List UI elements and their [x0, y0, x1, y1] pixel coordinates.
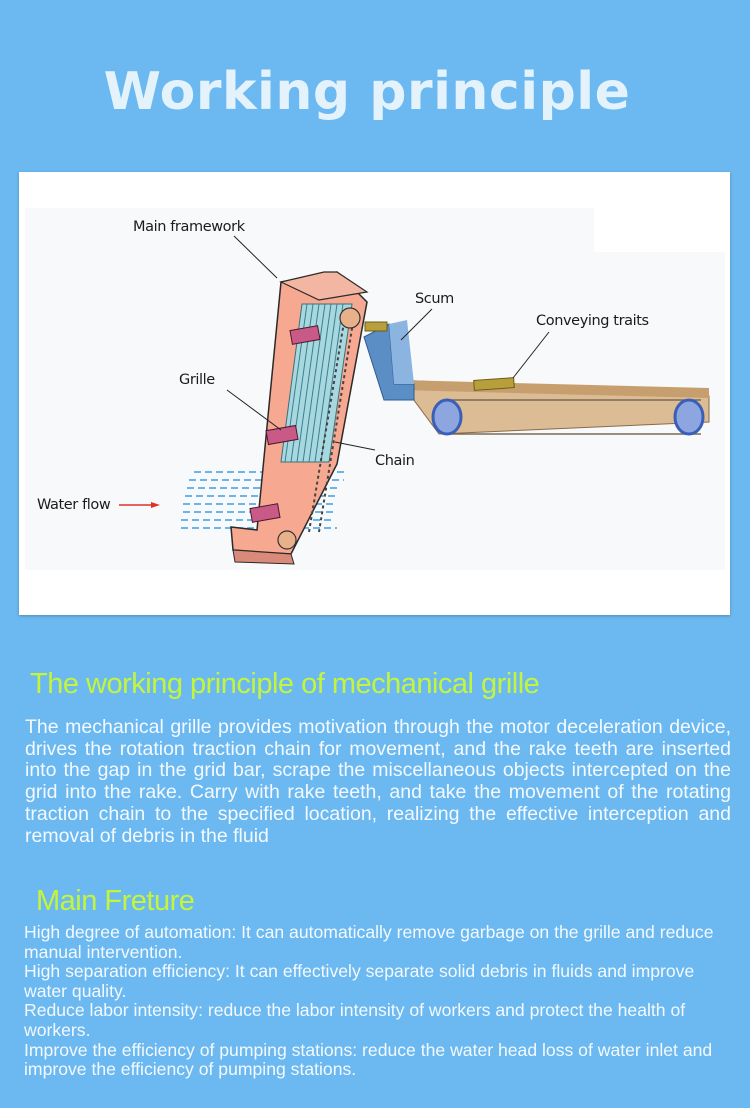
- label-conveying-traits: Conveying traits: [536, 313, 649, 329]
- label-grille: Grille: [179, 372, 215, 388]
- grille-diagram: [19, 172, 730, 615]
- section-heading: The working principle of mechanical grille: [30, 668, 540, 700]
- left-roller: [433, 400, 461, 434]
- diagram-corner-patch: [594, 208, 725, 252]
- feature-item: Reduce labor intensity: reduce the labor intensity of workers and protect the health of workers.: [24, 1000, 686, 1040]
- label-scum: Scum: [415, 291, 454, 307]
- diagram-card: [19, 172, 730, 615]
- label-water-flow: Water flow: [37, 497, 111, 513]
- section-body: The mechanical grille provides motivation through the motor deceleration device, drives the rotation traction chain for movement, and the rake teeth are inserted into the gap in the grid bar, scrape the miscellaneous objects intercepted on the grid into the rake. Carry with rake teeth, and take the movement of the rotating traction chain to the specified location, realizing the effective interception and removal of debris in the fluid: [25, 716, 731, 847]
- scum-debris: [365, 322, 387, 331]
- feature-item: High separation efficiency: It can effectively separate solid debris in fluids and improve water quality.: [24, 961, 695, 1001]
- top-sprocket: [340, 308, 360, 328]
- features-list: [24, 923, 730, 1080]
- page-title: Working principle: [103, 62, 631, 122]
- right-roller: [675, 400, 703, 434]
- feature-item: High degree of automation: It can automatically remove garbage on the grille and reduce manual intervention.: [24, 922, 714, 962]
- bottom-sprocket: [278, 531, 296, 549]
- features-heading: Main Freture: [36, 885, 195, 917]
- feature-item: Improve the efficiency of pumping stations: reduce the water head loss of water inlet and improve the efficiency of pumping stations.: [24, 1039, 713, 1080]
- debris-on-belt: [474, 378, 515, 391]
- label-main-framework: Main framework: [133, 219, 245, 235]
- label-chain: Chain: [375, 453, 415, 469]
